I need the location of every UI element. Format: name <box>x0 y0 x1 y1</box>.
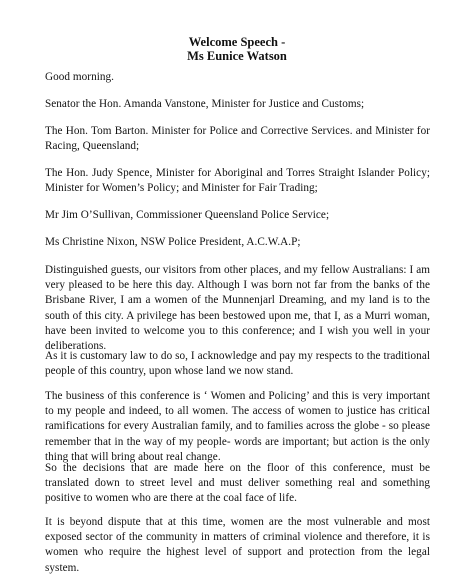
salutation-osullivan: Mr Jim O’Sullivan, Commissioner Queensland Police Service; <box>45 209 330 221</box>
speech-title: Welcome Speech - <box>188 35 286 49</box>
decisions-paragraph: So the decisions that are made here on the floor of this conference, must be translated down to street level and must deliver something real and something positive to women who are there at the coal face of life. <box>45 462 430 505</box>
acknowledgement-paragraph: As it is customary law to do so, I acknowledge and pay my respects to the traditional people of this country, upon whose land we now stand. <box>45 350 430 378</box>
conference-business-paragraph: The business of this conference is ‘ Women and Policing’ and this is very important to my people and indeed, to all women. The access of women to justice has critical ramifications for every Australian family, and to families across the globe - so please remember that in the way of my people- words are important; but action is the only thing that will bring about real change. <box>45 390 430 463</box>
welcome-paragraph: Distinguished guests, our visitors from other places, and my fellow Australians: I am very pleased to be here this day. Although I was born not far from the banks of the Brisbane River, I am a women of the Munnenjarl Dreaming, and my land is to the south of this city. A privilege has been bestowed upon me, that I, as a Murri woman, have been invited to welcome you to this conference; and I wish you well in your deliberations. <box>45 264 430 353</box>
vulnerability-paragraph: It is beyond dispute that at this time, women are the most vulnerable and most exposed sector of the community in matters of criminal violence and therefore, it is women who require the highest level of support and protection from the legal system. <box>45 516 430 574</box>
salutation-barton: The Hon. Tom Barton. Minister for Police and Corrective Services. and Minister for Racing, Queensland; <box>45 125 430 153</box>
greeting-paragraph: Good morning. <box>45 71 115 83</box>
salutation-nixon: Ms Christine Nixon, NSW Police President, A.C.W.A.P; <box>45 236 301 248</box>
salutation-spence: The Hon. Judy Spence, Minister for Aboriginal and Torres Straight Islander Policy; Minister for Women’s Policy; and Minister for Fair Trading; <box>45 167 430 195</box>
speaker-name: Ms Eunice Watson <box>187 49 287 63</box>
salutation-vanstone: Senator the Hon. Amanda Vanstone, Minister for Justice and Customs; <box>45 98 365 110</box>
